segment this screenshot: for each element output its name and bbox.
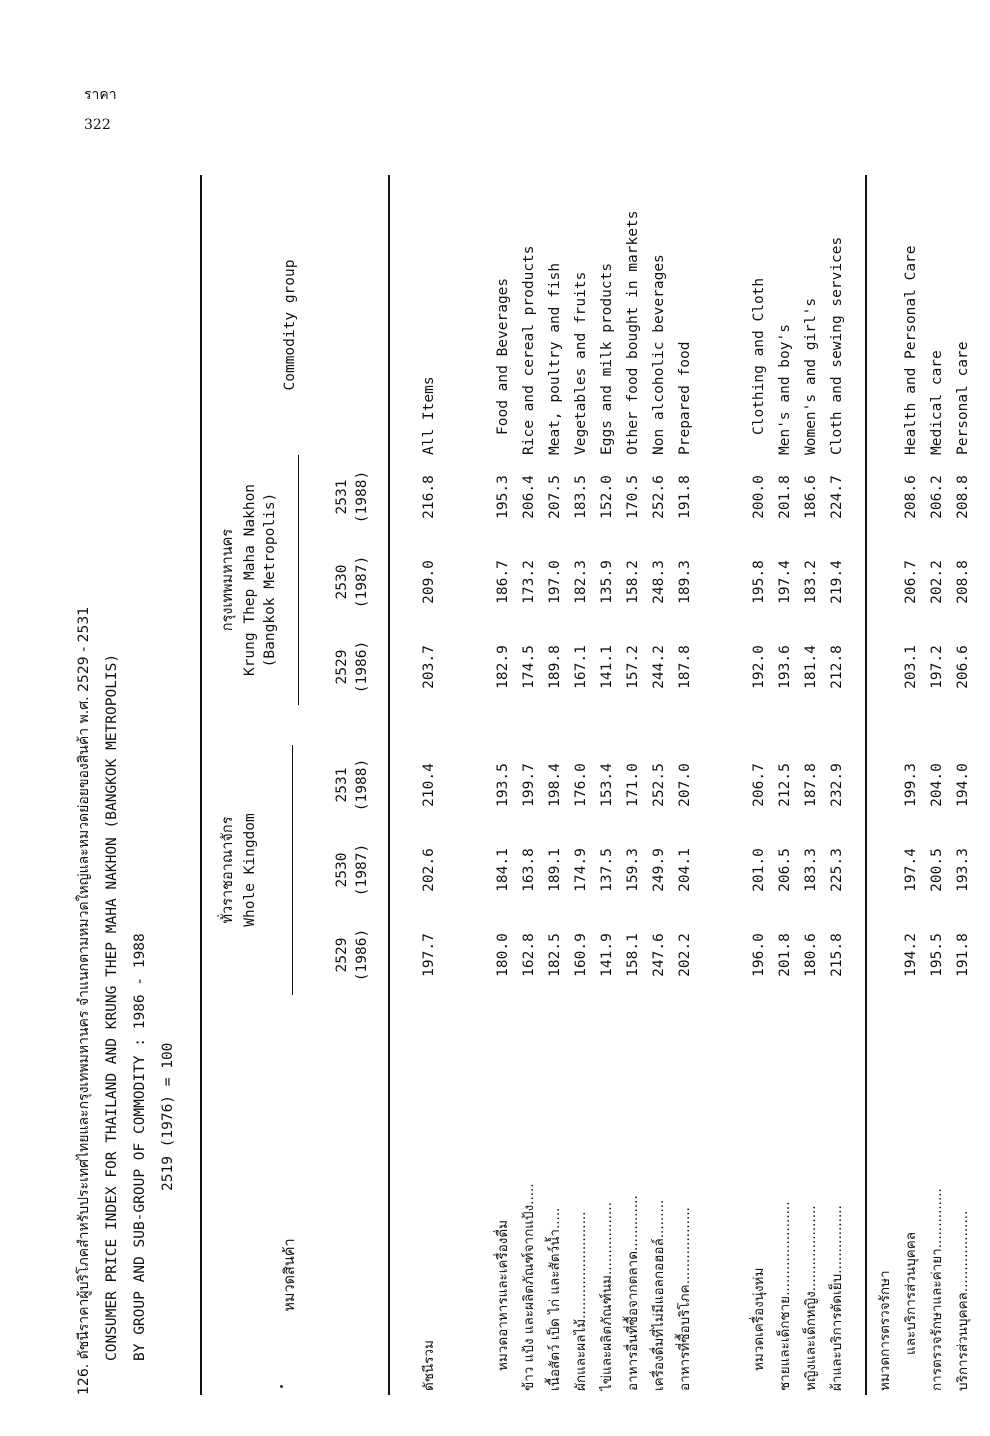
table-row bbox=[798, 95, 824, 1395]
header-rule bbox=[388, 175, 390, 1395]
value-cell: 224.7 bbox=[829, 475, 845, 519]
value-cell: 193.3 bbox=[955, 848, 971, 892]
value-cell: 158.2 bbox=[625, 560, 641, 604]
row-label-thai: เนื้อสัตว์ เป็ด ไก่ และสัตว์น้ำ..... bbox=[547, 1207, 563, 1391]
row-label-thai: เครื่องดื่มที่ไม่มีแอลกอฮอล์......... bbox=[651, 1199, 667, 1391]
header-commodity-group: Commodity group bbox=[282, 259, 298, 391]
row-label-thai-cont: และบริการส่วนบุคคล bbox=[903, 1231, 919, 1355]
value-cell: 197.4 bbox=[903, 848, 919, 892]
value-cell: 196.0 bbox=[751, 933, 767, 977]
value-cell: 193.6 bbox=[777, 645, 793, 689]
header-whole-kingdom-en: Whole Kingdom bbox=[242, 813, 258, 927]
value-cell: 186.7 bbox=[495, 560, 511, 604]
row-label-english: Meat, poultry and fish bbox=[547, 262, 563, 455]
value-cell: 152.0 bbox=[599, 475, 615, 519]
bottom-rule bbox=[865, 175, 867, 1395]
header-bangkok-en-2: (Bangkok Metropolis) bbox=[262, 492, 278, 668]
table-row bbox=[594, 95, 620, 1395]
value-cell: 204.1 bbox=[677, 848, 693, 892]
value-cell: 200.5 bbox=[929, 848, 945, 892]
value-cell: 212.5 bbox=[777, 763, 793, 807]
row-label-thai: ผ้าและบริการตัดเย็บ................ bbox=[829, 1205, 845, 1391]
table-row bbox=[646, 95, 672, 1395]
value-cell: 203.1 bbox=[903, 645, 919, 689]
value-cell: 219.4 bbox=[829, 560, 845, 604]
table-row bbox=[542, 95, 568, 1395]
year-header: 2530 (1987) bbox=[334, 843, 370, 897]
value-cell: 195.8 bbox=[751, 560, 767, 604]
value-cell: 247.6 bbox=[651, 933, 667, 977]
value-cell: 195.5 bbox=[929, 933, 945, 977]
table-row bbox=[746, 95, 772, 1395]
page-section-label: ราคา bbox=[84, 87, 117, 103]
value-cell: 201.0 bbox=[751, 848, 767, 892]
value-cell: 197.4 bbox=[777, 560, 793, 604]
title-base-year: 2519 (1976) = 100 bbox=[160, 1042, 176, 1191]
row-label-thai: บริการส่วนบุคคล................... bbox=[955, 1210, 971, 1391]
year-header: 2529 (1986) bbox=[334, 640, 370, 694]
row-label-english: Prepared food bbox=[677, 341, 693, 455]
value-cell: 176.0 bbox=[573, 763, 589, 807]
value-cell: 206.5 bbox=[777, 848, 793, 892]
row-label-thai: ข้าว แป้ง และผลิตภัณฑ์จากแป้ง..... bbox=[521, 1183, 537, 1391]
value-cell: 180.0 bbox=[495, 933, 511, 977]
value-cell: 157.2 bbox=[625, 645, 641, 689]
value-cell: 167.1 bbox=[573, 645, 589, 689]
value-cell: 187.8 bbox=[803, 763, 819, 807]
value-cell: 216.8 bbox=[421, 475, 437, 519]
year-header: 2531 (1988) bbox=[334, 758, 370, 812]
row-label-english: Health and Personal Care bbox=[903, 245, 919, 455]
value-cell: 202.2 bbox=[929, 560, 945, 604]
value-cell: 189.3 bbox=[677, 560, 693, 604]
value-cell: 186.6 bbox=[803, 475, 819, 519]
row-label-thai: หญิงและเด็กหญิง.................... bbox=[803, 1205, 819, 1391]
value-cell: 160.9 bbox=[573, 933, 589, 977]
kingdom-underline bbox=[292, 745, 293, 995]
row-label-english: Other food bought in markets bbox=[625, 210, 641, 455]
year-header: 2530 (1987) bbox=[334, 555, 370, 609]
value-cell: 193.5 bbox=[495, 763, 511, 807]
row-label-thai: หมวดเครื่องนุ่งห่ม bbox=[751, 1267, 767, 1371]
value-cell: 244.2 bbox=[651, 645, 667, 689]
value-cell: 204.0 bbox=[929, 763, 945, 807]
row-label-thai: ผักและผลไม้......................... bbox=[573, 1211, 589, 1391]
value-cell: 170.5 bbox=[625, 475, 641, 519]
page-number: 322 bbox=[84, 117, 111, 133]
value-cell: 202.2 bbox=[677, 933, 693, 977]
row-label-english: Non alcoholic beverages bbox=[651, 254, 667, 455]
row-label-english: Men's and boy's bbox=[777, 324, 793, 455]
value-cell: 162.8 bbox=[521, 933, 537, 977]
value-cell: 194.2 bbox=[903, 933, 919, 977]
row-label-english: Medical care bbox=[929, 350, 945, 455]
value-cell: 202.6 bbox=[421, 848, 437, 892]
title-english-2: BY GROUP AND SUB-GROUP OF COMMODITY : 1986 - 1988 bbox=[132, 933, 148, 1361]
value-cell: 189.1 bbox=[547, 848, 563, 892]
row-label-english: All Items bbox=[421, 376, 437, 455]
value-cell: 212.8 bbox=[829, 645, 845, 689]
value-cell: 173.2 bbox=[521, 560, 537, 604]
row-label-english: Women's and girl's bbox=[803, 297, 819, 455]
table-title bbox=[70, 95, 182, 1395]
title-english-1: CONSUMER PRICE INDEX FOR THAILAND AND KRUNG THEP MAHA NAKHON (BANGKOK METROPOLIS) bbox=[104, 653, 120, 1361]
header-commodity-thai: หมวดสินค้า bbox=[282, 1238, 298, 1312]
value-cell: 159.3 bbox=[625, 848, 641, 892]
value-cell: 198.4 bbox=[547, 763, 563, 807]
value-cell: 184.1 bbox=[495, 848, 511, 892]
value-cell: 199.3 bbox=[903, 763, 919, 807]
value-cell: 208.8 bbox=[955, 475, 971, 519]
value-cell: 189.8 bbox=[547, 645, 563, 689]
value-cell: 206.4 bbox=[521, 475, 537, 519]
table-row bbox=[490, 95, 516, 1395]
table-row bbox=[568, 95, 594, 1395]
value-cell: 208.6 bbox=[903, 475, 919, 519]
value-cell: 180.6 bbox=[803, 933, 819, 977]
value-cell: 183.5 bbox=[573, 475, 589, 519]
table-row bbox=[924, 95, 950, 1395]
value-cell: 215.8 bbox=[829, 933, 845, 977]
value-cell: 137.5 bbox=[599, 848, 615, 892]
header-bangkok-thai: กรุงเทพมหานคร bbox=[220, 528, 236, 632]
value-cell: 197.0 bbox=[547, 560, 563, 604]
row-label-thai: ไข่และผลิตภัณฑ์นม................. bbox=[599, 1202, 615, 1391]
row-label-english: Clothing and Cloth bbox=[751, 277, 767, 435]
table-row bbox=[416, 95, 442, 1395]
value-cell: 195.3 bbox=[495, 475, 511, 519]
value-cell: 225.3 bbox=[829, 848, 845, 892]
value-cell: 182.5 bbox=[547, 933, 563, 977]
value-cell: 249.9 bbox=[651, 848, 667, 892]
value-cell: 194.0 bbox=[955, 763, 971, 807]
value-cell: 183.2 bbox=[803, 560, 819, 604]
value-cell: 206.7 bbox=[751, 763, 767, 807]
row-label-english: Cloth and sewing services bbox=[829, 236, 845, 455]
year-header: 2531 (1988) bbox=[334, 470, 370, 524]
value-cell: 197.7 bbox=[421, 933, 437, 977]
table-row bbox=[824, 95, 850, 1395]
row-label-thai: อาหารที่ซื้อบริโภค.................. bbox=[677, 1207, 693, 1391]
row-label-thai: หมวดอาหารและเครื่องดื่ม bbox=[495, 1219, 511, 1371]
row-label-thai: การตรวจรักษาและค่ายา.............. bbox=[929, 1188, 945, 1391]
header-whole-kingdom-thai: ทั่วราชอาณาจักร bbox=[220, 816, 236, 924]
value-cell: 252.6 bbox=[651, 475, 667, 519]
value-cell: 141.9 bbox=[599, 933, 615, 977]
value-cell: 252.5 bbox=[651, 763, 667, 807]
value-cell: 182.3 bbox=[573, 560, 589, 604]
value-cell: 203.7 bbox=[421, 645, 437, 689]
top-rule bbox=[200, 175, 202, 1395]
value-cell: 191.8 bbox=[955, 933, 971, 977]
value-cell: 206.6 bbox=[955, 645, 971, 689]
row-label-thai: อาหารอื่นที่ซื้อจากตลาด............. bbox=[625, 1195, 641, 1391]
row-label-english: Personal care bbox=[955, 341, 971, 455]
table-row bbox=[772, 95, 798, 1395]
value-cell: 209.0 bbox=[421, 560, 437, 604]
value-cell: 171.0 bbox=[625, 763, 641, 807]
value-cell: 181.4 bbox=[803, 645, 819, 689]
table-row bbox=[877, 95, 924, 1395]
value-cell: 174.9 bbox=[573, 848, 589, 892]
row-label-english: Vegetables and fruits bbox=[573, 271, 589, 455]
bangkok-underline bbox=[298, 455, 299, 705]
value-cell: 153.4 bbox=[599, 763, 615, 807]
value-cell: 208.8 bbox=[955, 560, 971, 604]
value-cell: 206.2 bbox=[929, 475, 945, 519]
value-cell: 191.8 bbox=[677, 475, 693, 519]
value-cell: 207.0 bbox=[677, 763, 693, 807]
value-cell: 135.9 bbox=[599, 560, 615, 604]
value-cell: 201.8 bbox=[777, 933, 793, 977]
value-cell: 187.8 bbox=[677, 645, 693, 689]
value-cell: 248.3 bbox=[651, 560, 667, 604]
row-label-thai: ดัชนีรวม bbox=[421, 1340, 437, 1391]
value-cell: 192.0 bbox=[751, 645, 767, 689]
value-cell: 207.5 bbox=[547, 475, 563, 519]
rotated-table-sheet bbox=[70, 95, 971, 1395]
row-label-english: Food and Beverages bbox=[495, 277, 511, 435]
value-cell: 197.2 bbox=[929, 645, 945, 689]
value-cell: 158.1 bbox=[625, 933, 641, 977]
value-cell: 199.7 bbox=[521, 763, 537, 807]
header-bangkok-en: Krung Thep Maha Nakhon bbox=[242, 483, 258, 677]
value-cell: 163.8 bbox=[521, 848, 537, 892]
value-cell: 174.5 bbox=[521, 645, 537, 689]
value-cell: 141.1 bbox=[599, 645, 615, 689]
table-row bbox=[950, 95, 976, 1395]
table-row bbox=[672, 95, 698, 1395]
table-row bbox=[516, 95, 542, 1395]
year-header: 2529 (1986) bbox=[334, 928, 370, 982]
row-label-english: Rice and cereal products bbox=[521, 245, 537, 455]
value-cell: 200.0 bbox=[751, 475, 767, 519]
table-row bbox=[620, 95, 646, 1395]
value-cell: 182.9 bbox=[495, 645, 511, 689]
value-cell: 210.4 bbox=[421, 763, 437, 807]
row-label-thai: ชายและเด็กชาย...................... bbox=[777, 1201, 793, 1391]
value-cell: 201.8 bbox=[777, 475, 793, 519]
value-cell: 206.7 bbox=[903, 560, 919, 604]
row-label-thai: หมวดการตรวจรักษา bbox=[877, 1270, 893, 1391]
value-cell: 183.3 bbox=[803, 848, 819, 892]
row-label-english: Eggs and milk products bbox=[599, 262, 615, 455]
title-thai: 126. ดัชนีราคาผู้บริโภคสำหรับประเทศไทยและกรุงเทพมหานคร จำแนกตามหมวดใหญ่และหมวดย่อยของสินค้า พ.ศ. 2529 - 2531 bbox=[76, 606, 92, 1395]
value-cell: 232.9 bbox=[829, 763, 845, 807]
